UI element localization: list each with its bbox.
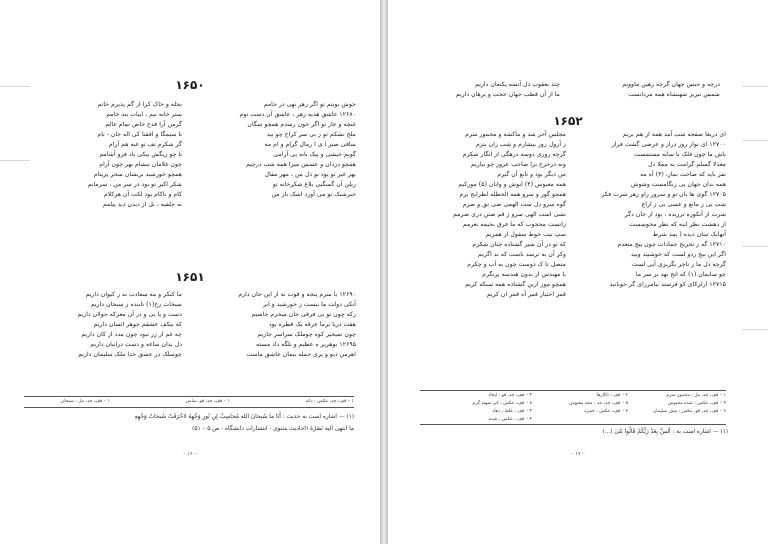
verse-line: ساقی صبر ا ی ا رمال گرام و ام مه: [264, 141, 356, 148]
variant-note: ۷ – قف، عکس : خمره: [584, 409, 628, 414]
verse-line: گرچه زوزی دوسه درهگی از انگار شکرم: [462, 151, 566, 158]
verse-line: درچه و حبس جهان گرچه رهین ماوویم: [622, 81, 720, 88]
verse-line: کام و ناکام بود لکت آن هرکلام: [103, 191, 182, 198]
poem-1650-left-column: [24, 100, 182, 210]
verse-line: چند یعقوب دل آتشه پکنعان داریم: [475, 81, 560, 88]
variant-note: ۲ – قف : تاکارها: [596, 393, 628, 398]
verse-line: همچو دزدان و عسس میرا همه شب درچیم: [246, 161, 356, 168]
verse-line: ونه درخرج بزا صاحب عرور چو بیاریم: [470, 161, 566, 168]
verse-line: وکر آن به ترسد ناست که بد اگربم: [477, 251, 566, 258]
variant-note: ۱ – قف، چد، مل : سبحان: [60, 399, 110, 404]
verse-line: آنکی دولت ما نیست ز خورشید و ابر: [262, 301, 356, 308]
verse-line: ستر خانه نیم ، ابیات بند خامم: [106, 111, 182, 118]
verse-line: معذلا گسلم گرامت به مملا دل: [648, 161, 726, 168]
verse-line: ۱۲۶۸۰ عاشق هدیه زهر ، عاشق آن دست توم: [239, 111, 356, 118]
margin-rule: [0, 86, 30, 87]
verse-line: نه چلفیه ، بل از دیدن دید پیامم: [102, 201, 182, 208]
variant-note: ۸ – قف، عکس : کی سهتد گرم: [472, 401, 532, 406]
verse-line: ۱۲۷۱۵ ازلزکای کو فرستد بیامرزای گر خوبانید: [609, 281, 726, 288]
closing-couplets: [420, 80, 720, 104]
poem-1652-right-column: [580, 130, 726, 290]
book-gutter: [380, 0, 388, 544]
page-number: – ۱۶ –: [183, 451, 197, 457]
variant-note: ۳ – قف ، غلط ، دهاد: [492, 409, 532, 414]
verse-line: قمر اختیار قمر آه قمر ان کریم: [486, 291, 566, 298]
margin-rule: [742, 329, 768, 330]
footnote-text: ما انتهی الیه بَصَرُهُ (احادیث مثنوی - انتشارات دانشگاه - ص ۵ – ۵۱): [192, 426, 354, 432]
verse-line: تا سیمگا و افقنا کی اله جان - نام: [97, 131, 182, 138]
verse-line: که بیکف عشقم جوهر انسان داریم: [93, 321, 182, 328]
verse-line: همه معبوس (۴) ابوش و وابان (۵) مورکیم: [458, 181, 566, 188]
variant-note: ۵ – قف، چد، عد : مجه معبوس: [569, 401, 628, 406]
variant-note: ۱ – قف، چد، عکس : داند: [305, 399, 354, 404]
variant-note: ۶ – قف، چد، قو، عکس : بیش سلیمان: [652, 409, 726, 414]
footnote-text: (۱) — اشاره است به : اَلسَّ بِعَدْ رَبَّکُمْ قَالُوا بَلیٰ (...): [602, 429, 728, 435]
verse-line: متصل تا ک دوست چون به آب و چکرم: [467, 261, 566, 268]
verse-line: تشی است الهی سرو ز قم ضتن دری ضرمم: [453, 211, 566, 218]
verse-line: گرمن آرا قدح خاص تمام عالم: [105, 121, 182, 128]
verse-line: که تو در آن شیر گشتاده چنان شکرم: [472, 241, 566, 248]
verse-line: اگر این بیج زدو لست که خوشبید وبید: [630, 251, 726, 258]
poem-1651: [24, 290, 356, 362]
verse-line: رکه چون تو بی فرقی جان میخرم حاصیم: [251, 311, 356, 318]
footnote-rule: [24, 396, 354, 397]
verse-line: زانست محجوب که ما غرق بخیمه نغرمم: [462, 221, 566, 228]
verse-line: بهر غیر تو بود نو ذل من ، مهر مقال: [264, 171, 356, 178]
verse-line: باش ما چون فلک نا سایه مستمست: [634, 151, 726, 158]
verse-line: گوه سرو دل ست الهمی ضی نق و ضرم: [462, 201, 566, 208]
footnote-rule: [420, 424, 726, 425]
verse-line: ۱۲۷۱۰ گه ز تحریح جمادات چون پیچ متعدم: [617, 241, 726, 248]
closing-couplets-left-column: [420, 80, 560, 100]
variant-note: ۱ – قف، چد، مل : مخمور سرم: [666, 393, 726, 398]
verse-line: خوش نوبتم تو اگر زهر نهی در جامم: [263, 101, 356, 108]
verse-line: شمس تبریز شهنشاه همه مردانست: [628, 91, 720, 98]
verse-line: از دهشت نظر اینه که نظر محوسست: [629, 221, 726, 228]
verse-line: من ذبگر بود و نابع آن گیرم: [497, 171, 566, 178]
margin-rule: [742, 86, 768, 87]
closing-couplets-right-column: [580, 80, 720, 100]
margin-rule: [742, 246, 768, 247]
verse-line: چو سایمان (۱) که انج نهد بر سر ما: [635, 271, 726, 278]
verse-line: چوسلک در عشق خدا ملک سلیمان داریم: [78, 351, 182, 358]
verse-line: خیرشنک تو می آورد اشک باز من: [271, 191, 356, 198]
verse-line: تا چو ریگش بیکی باد فرو آشامم: [99, 151, 182, 158]
verse-line: چون نمیخیر کوه چوملک سراسر جاریم: [257, 331, 356, 338]
verse-line: گر شکرم تف تو غیه هم آرام: [108, 141, 182, 148]
poem-1652: [420, 130, 726, 305]
verse-line: شرت از آنکوره ترریده ، بود از جان دگر: [624, 211, 726, 218]
verse-line: ما کنکر و مه سعادت نه ز کیوان داریم: [85, 291, 182, 298]
poem-number-1650: ۱۶۵۰: [175, 78, 205, 92]
poem-number-1651: ۱۶۵۱: [175, 270, 205, 284]
verse-line: شکر اکیر تو بود در سر من ، سرمانم: [87, 181, 182, 188]
verse-line: همچو مور ازین گشتاده همه سبکه کریم: [465, 281, 566, 288]
verse-line: بجله و خاک کرا از گم پذیرم خاتم: [97, 101, 182, 108]
verse-line: دست و پا بی و در آن معرکه جولان داریم: [77, 311, 182, 318]
variant-note: ۳ – فف، چد، قو : ایجاد: [488, 393, 532, 398]
verse-line: ۱۲۶۹۰ با سرم پنجه و قوت نه از این جان دارم: [238, 291, 356, 298]
verse-line: هفت دریا برما عرقه یک قطره بود: [269, 321, 356, 328]
margin-rule: [742, 140, 768, 141]
footnote-rule: [24, 407, 354, 408]
verse-line: ریلن آن گمنگیی بلاغ شکرخانه تو: [272, 181, 356, 188]
verse-line: سیخات رخ(۱) تابنده ز سبحان داریم: [90, 301, 182, 308]
verse-line: ۱۲۷۰۰ ای نواز روز دراز و عرضی گشت فراز: [611, 141, 726, 148]
verse-line: نفر باید که صاحت نماز، (۳) آه مه: [640, 171, 726, 178]
verse-line: غنچه و عار تو اگر خون رسدم همچو سگان: [247, 121, 356, 128]
verse-line: ملخ تشکم تو ز بی سر کراخ چو بید: [266, 131, 356, 138]
poem-1652-left-column: [420, 130, 566, 300]
variant-note: ۴ – قف، عکس : شده محبوس: [667, 401, 726, 406]
verse-line: همه ندان جهان پی زنگامست وشوش: [630, 181, 726, 188]
poem-1651-right-column: [198, 290, 356, 360]
poem-1650: [24, 100, 356, 215]
footnote-text: (۱) — اشاره است به حدیث : أَنَا ما سُبحانَ الله مُحاسِبٌ لِنِ نُورِ وَجْهِهُ لاحْرَقَتْ سُبحاتُ وَجْهِهِ: [134, 414, 354, 420]
verse-line: چه غم از زر نبود چون مدد از کان داریم: [81, 331, 182, 338]
verse-line: ۱۲۷۰۵ گوی ها بان تو و سرور زاو زهر شرت فکر: [601, 191, 726, 198]
left-page: [0, 0, 380, 544]
poem-1650-right-column: [198, 100, 356, 200]
verse-line: ما از آن قطب جهان حجت و برهان داریم: [455, 91, 560, 98]
footnote-rule: [420, 390, 726, 391]
verse-line: با مهندس از بدون هندسه پرنگرم: [482, 271, 566, 278]
verse-line: دل بدان ساغه و دست درانبان داریم: [90, 341, 182, 348]
verse-line: همچو گوز و سرو همه الحظله لطرابج برم: [459, 191, 566, 198]
variant-note: ۴ – قف ، عکس ، شده: [488, 417, 532, 422]
variant-note: ۱ – قف، چد، قو، ساس: [185, 399, 230, 404]
verse-line: سپ نیت خوط سفول از همریم: [485, 231, 566, 238]
verse-line: مجلس آخر شد و ماکشه و مخمور سرم: [465, 131, 566, 138]
poem-number-1652: ۱۶۵۲: [553, 114, 583, 128]
verse-line: شب بی ز مانع و عسی بی ز اراغ: [641, 201, 726, 208]
verse-line: گویم خیشی و پیک بانه پی آرامی: [273, 151, 356, 158]
verse-line: ای دریغا صفحه شب آمد همه از هم بریم: [622, 131, 726, 138]
poem-1651-left-column: [24, 290, 182, 360]
verse-line: همچو خورشید بریشان سحر پرینام: [93, 171, 182, 178]
verse-line: آنهایک تیتان دیده ( بمد شرط: [652, 231, 726, 238]
right-page: [388, 0, 768, 544]
verse-line: چون غلامان تیشام بهر چون آرام: [99, 161, 182, 168]
verse-line: ۱۲۶۹۵ بوهریر ه عظیم و بلگه داد مسته: [256, 341, 356, 348]
page-number: – ۱۷ –: [571, 451, 585, 457]
verse-line: گرچه دل ما ز ناچر بگریزی آپی لست: [631, 261, 726, 268]
verse-line: ز آزول روز بیشارم و شب زان بنزم: [475, 141, 566, 148]
verse-line: اهرمن دیو و پری جمله بیمان عاشق ماست: [246, 351, 356, 358]
